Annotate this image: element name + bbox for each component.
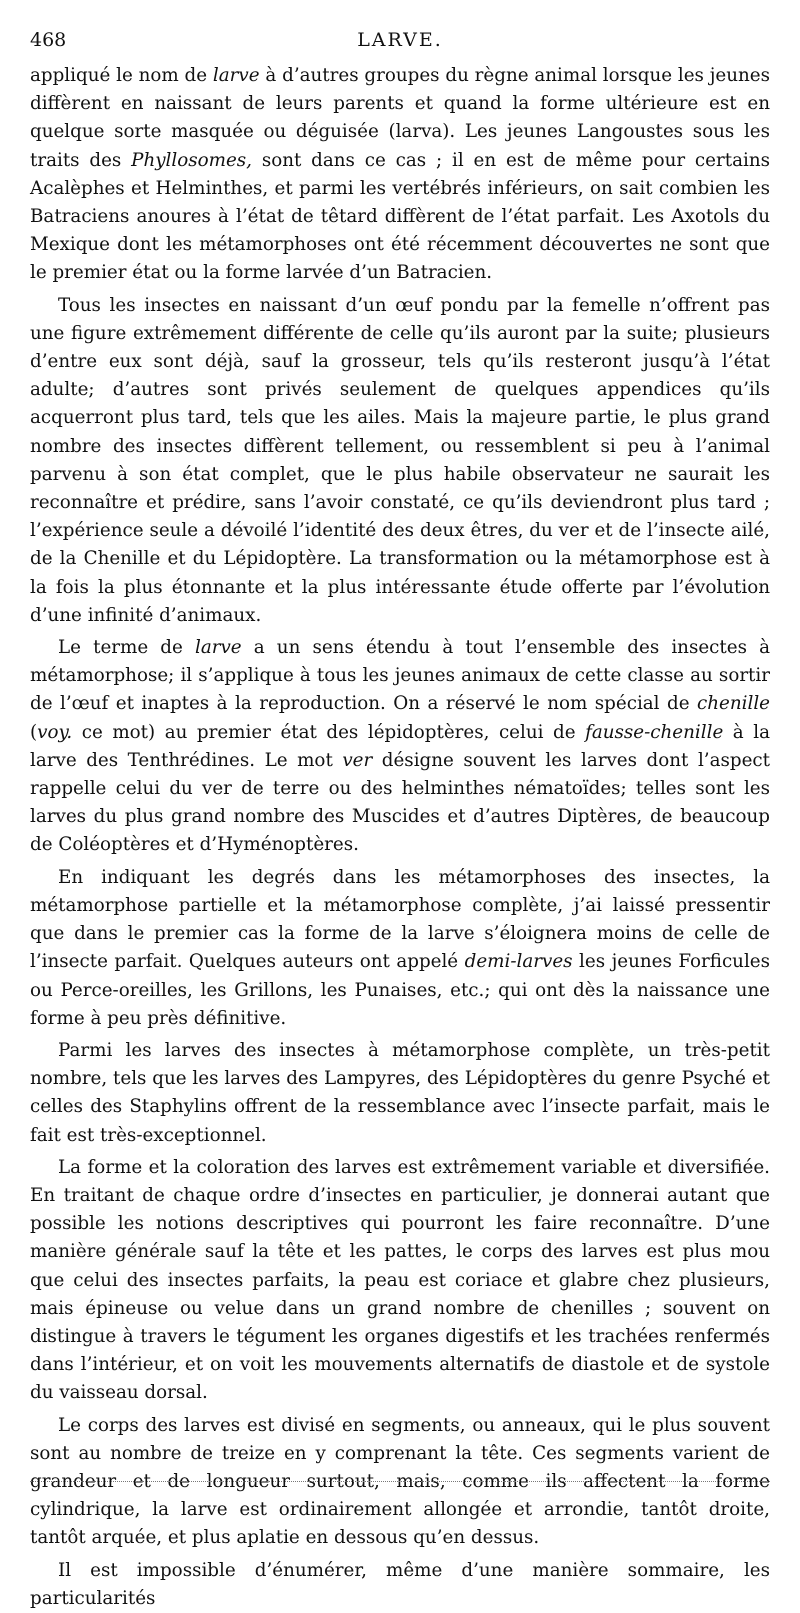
paragraph [30, 292, 770, 630]
italic-term: Phyllosomes, [131, 149, 252, 171]
paragraph [30, 1557, 770, 1613]
text-run: La forme et la coloration des larves est extrêmement variable et diversifiée. En traitant de chaque ordre d’insectes en particulier, je donnerai autant que possible les notions descriptives qui pourront les faire reconnaître. D’une manière générale sauf la tête et les pattes, le corps des larves est plus mou que celui des insectes parfaits, la peau est coriace et glabre chez plusieurs, mais épineuse ou velue dans un grand nombre de chenilles ; souvent on distingue à travers le tégument les organes digestifs et les trachées renfermés dans l’intérieur, et on voit les mouvements alternatifs de diastole et de systole du vaisseau dorsal. [30, 1156, 770, 1404]
paragraph [30, 1037, 770, 1150]
text-run: En indiquant les degrés dans les métamorphoses des insectes, la métamorphose partielle et la métamorphose complète, j’ai laissé pressentir que dans le premier cas la forme de la larve s’éloignera moins de celle de l’insecte parfait. Quelques auteurs ont appelé [30, 866, 770, 973]
italic-term: voy. [37, 721, 73, 743]
text-run: les jeunes Forficules ou Perce-oreilles, les Grillons, les Punaises, etc.; qui ont dès la naissance une forme à peu près définitive. [30, 951, 771, 1029]
paragraph [30, 62, 770, 288]
book-page [30, 26, 771, 1609]
italic-term: demi-larves [464, 951, 573, 973]
page-number: 468 [30, 29, 67, 51]
paragraph [30, 864, 770, 1033]
footer-dotted-rule [30, 1481, 770, 1482]
text-run: à la larve des Tenthrédines. Le mot [30, 721, 770, 771]
body-text [30, 62, 770, 1613]
paragraph [30, 634, 770, 860]
text-run: ( [30, 721, 38, 743]
italic-term: chenille [697, 693, 770, 715]
text-run: Le corps des larves est divisé en segments, ou anneaux, qui le plus souvent sont au nombre de treize en y comprenant la tête. Ces segments varient de grandeur et de longueur surtout, mais, comme ils affectent la forme cylindrique, la larve est ordinairement allongée et arrondie, tantôt droite, tantôt arquée, et plus aplatie en dessous qu’en dessus. [30, 1414, 770, 1549]
paragraph [30, 1154, 770, 1408]
text-run: Il est impossible d’énumérer, même d’une manière sommaire, les particularités [30, 1559, 770, 1609]
text-run: sont dans ce cas ; il en est de même pour certains Acalèphes et Helminthes, et parmi les vertébrés inférieurs, on sait combien les Batraciens anoures à l’état de têtard diffèrent de l’état parfait. Les Axotols du Mexique dont les métamorphoses ont été récemment découvertes ne sont que le premier état ou la forme larvée d’un Batracien. [30, 149, 770, 284]
text-run: Parmi les larves des insectes à métamorphose complète, un très-petit nombre, tels que les larves des Lampyres, des Lépidoptères du genre Psyché et celles des Staphylins offrent de la ressemblance avec l’insecte parfait, mais le fait est très-exceptionnel. [30, 1039, 770, 1146]
page-header [30, 26, 770, 54]
text-run: Tous les insectes en naissant d’un œuf pondu par la femelle n’offrent pas une figure extrêmement différente de celle qu’ils auront par la suite; plusieurs d’entre eux sont déjà, sauf la grosseur, tels qu’ils resteront jusqu’à l’état adulte; d’autres sont privés seulement de quelques appendices qu’ils acquerront plus tard, tels que les ailes. Mais la majeure partie, le plus grand nombre des insectes diffèrent tellement, ou ressemblent si peu à l’animal parvenu à son état complet, que le plus habile observateur ne saurait les reconnaître et prédire, sans l’avoir constaté, ce qu’ils deviendront plus tard ; l’expérience seule a dévoilé l’identité des deux êtres, du ver et de l’insecte ailé, de la Chenille et du Lépidoptère. La transformation ou la métamorphose est à la fois la plus étonnante et la plus intéressante étude offerte par l’évolution d’une infinité d’animaux. [30, 294, 770, 626]
italic-term: larve [212, 65, 260, 86]
italic-term: fausse-chenille [585, 721, 724, 743]
italic-term: larve [194, 637, 242, 659]
text-run: désigne souvent les larves dont l’aspect rappelle celui du ver de terre ou des helminthes nématoïdes; telles sont les larves du plus grand nombre des Muscides et d’autres Diptères, de beaucoup de Coléoptères et d’Hyménoptères. [30, 749, 770, 856]
text-run: Le terme de [58, 637, 195, 659]
text-run: a un sens étendu à tout l’ensemble des insectes à métamorphose; il s’applique à tous les jeunes animaux de cette classe au sortir de l’œuf et inaptes à la reproduction. On a réservé le nom spécial de [30, 637, 770, 715]
text-run: appliqué le nom de [30, 65, 213, 86]
italic-term: ver [342, 749, 373, 771]
text-run: à d’autres groupes du règne animal lorsque les jeunes diffèrent en naissant de leurs parents et quand la forme ultérieure est en quelque sorte masquée ou déguisée (larva). Les jeunes Langoustes sous les traits des [30, 65, 771, 171]
running-title: LARVE. [357, 29, 443, 51]
paragraph [30, 1412, 770, 1553]
text-run: ce mot) au premier état des lépidoptères, celui de [72, 721, 586, 743]
